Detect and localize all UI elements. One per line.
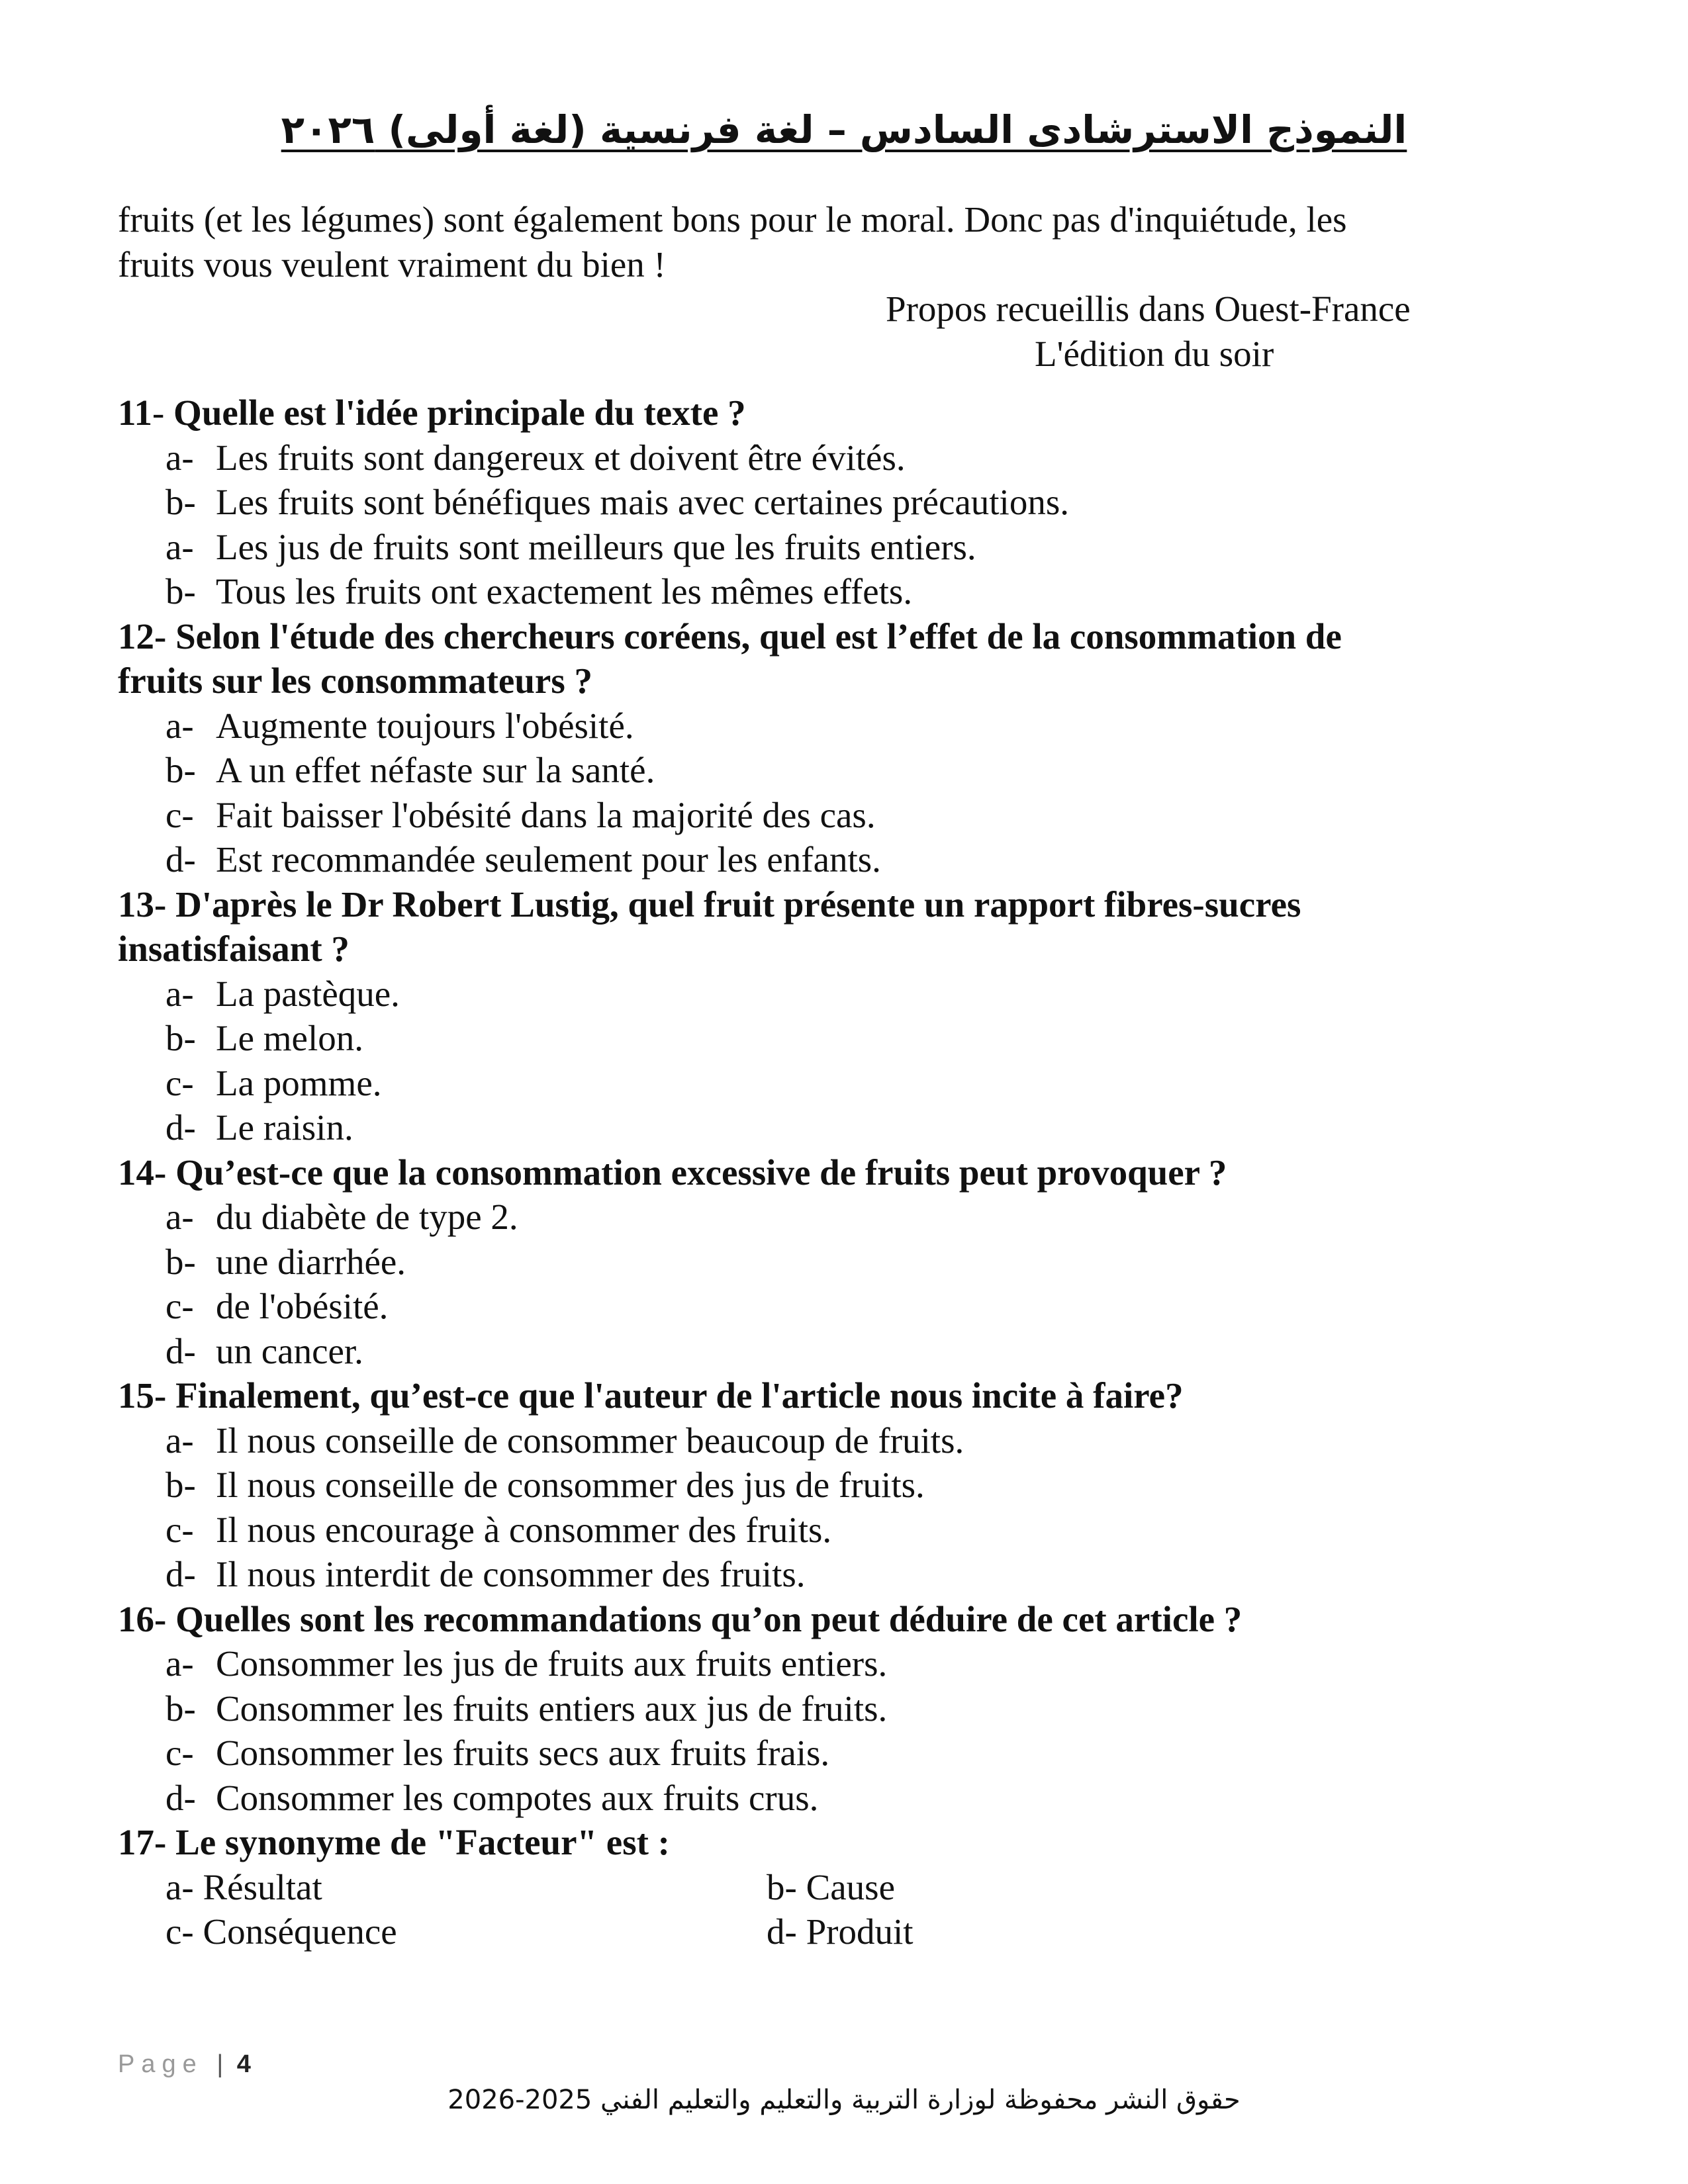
option-letter: c- [165,1733,194,1773]
option-letter: c- [165,1286,194,1326]
answer-option [165,1776,1601,1821]
option-letter: a- [165,1643,194,1684]
answer-option [165,972,1601,1017]
answer-option [165,525,1601,570]
option-text: A un effet néfaste sur la santé. [216,750,655,790]
option-text: Tous les fruits ont exactement les mêmes effets. [216,571,913,612]
answer-option: c- Conséquence [165,1911,397,1952]
answer-option [165,569,1601,614]
option-text: Le melon. [216,1018,363,1058]
question-16 [118,1597,1601,1821]
answer-option [165,435,1601,480]
question-15 [118,1373,1601,1597]
option-text: Fait baisser l'obésité dans la majorité des cas. [216,794,876,835]
question-text: 13- D'après le Dr Robert Lustig, quel fruit présente un rapport fibres-sucres [118,884,1301,925]
option-text: Il nous encourage à consommer des fruits. [216,1509,832,1550]
question-list [118,390,1601,1820]
option-letter: b- [165,482,196,522]
option-letter: a- [165,1420,194,1461]
answer-option [165,1284,1601,1329]
question-text: insatisfaisant ? [118,929,350,969]
answer-option [165,480,1601,525]
answer-option [165,1195,1601,1240]
option-letter: a- [165,705,194,746]
answer-option [165,1105,1601,1150]
question-text: 11- Quelle est l'idée principale du texte ? [118,392,746,433]
answer-option [165,1418,1601,1463]
answer-option: a- Résultat [165,1866,322,1907]
option-text: Il nous conseille de consommer des jus de fruits. [216,1465,925,1505]
answer-option: b- Cause [767,1866,895,1907]
option-letter: d- [165,839,196,880]
option-letter: d- [165,1777,196,1818]
passage-line: fruits vous veulent vraiment du bien ! [118,244,666,285]
answer-option [165,704,1601,749]
question-text: 17- Le synonyme de "Facteur" est : [118,1822,670,1862]
option-text: Il nous conseille de consommer beaucoup de fruits. [216,1420,964,1461]
answer-option [165,1463,1601,1508]
question-13 [118,882,1601,1150]
answer-option [165,1329,1601,1374]
option-letter: b- [165,1465,196,1505]
option-letter: a- [165,1197,194,1237]
option-text: une diarrhée. [216,1241,406,1282]
option-text: Consommer les fruits entiers aux jus de fruits. [216,1688,888,1729]
page-title: النموذج الاسترشادى السادس – لغة فرنسية (لغة أولى) ٢٠٢٦ [281,107,1407,152]
passage-line: fruits (et les légumes) sont également bons pour le moral. Donc pas d'inquiétude, les [118,199,1347,240]
answer-option [165,1641,1601,1686]
answer-option [165,1508,1601,1553]
answer-options-grid [165,1865,1601,1954]
answer-option [165,1240,1601,1285]
question-text: 14- Qu’est-ce que la consommation excessive de fruits peut provoquer ? [118,1152,1227,1193]
option-text: Consommer les compotes aux fruits crus. [216,1777,819,1818]
answer-option [165,1686,1601,1731]
answer-option [165,1731,1601,1776]
option-letter: b- [165,1241,196,1282]
source-edition: L'édition du soir [1035,333,1274,374]
option-text: Les fruits sont bénéfiques mais avec certaines précautions. [216,482,1069,522]
option-text: de l'obésité. [216,1286,389,1326]
option-letter: c- [165,1509,194,1550]
option-letter: c- [165,1062,194,1103]
page-number: Page | 4 [118,2050,251,2078]
exam-content [118,197,1601,1954]
question-11 [118,390,1601,614]
option-letter: a- [165,526,194,567]
option-text: Les jus de fruits sont meilleurs que les fruits entiers. [216,526,976,567]
question-text: 16- Quelles sont les recommandations qu’on peut déduire de cet article ? [118,1598,1243,1639]
option-letter: d- [165,1330,196,1371]
answer-option [165,793,1601,838]
question-12 [118,614,1601,882]
option-text: Le raisin. [216,1107,353,1148]
question-text: fruits sur les consommateurs ? [118,660,592,701]
answer-option [165,1016,1601,1061]
answer-option: d- Produit [767,1911,914,1952]
option-text: Il nous interdit de consommer des fruits. [216,1554,806,1594]
option-text: Est recommandée seulement pour les enfants. [216,839,881,880]
option-letter: c- [165,794,194,835]
answer-option [165,748,1601,793]
option-text: du diabète de type 2. [216,1197,518,1237]
question-text: 15- Finalement, qu’est-ce que l'auteur de l'article nous incite à faire? [118,1375,1184,1416]
option-letter: d- [165,1107,196,1148]
option-text: un cancer. [216,1330,363,1371]
option-letter: a- [165,437,194,478]
option-letter: b- [165,1688,196,1729]
option-letter: b- [165,1018,196,1058]
source-citation: Propos recueillis dans Ouest-France [886,289,1411,329]
option-text: Augmente toujours l'obésité. [216,705,634,746]
option-text: Les fruits sont dangereux et doivent être évités. [216,437,906,478]
answer-option [165,1552,1601,1597]
option-text: Consommer les fruits secs aux fruits frais. [216,1733,830,1773]
question-text: 12- Selon l'étude des chercheurs coréens, quel est l’effet de la consommation de [118,615,1342,657]
option-letter: b- [165,750,196,790]
option-letter: b- [165,571,196,612]
option-letter: a- [165,973,194,1014]
copyright-notice: حقوق النشر محفوظة لوزارة التربية والتعليم والتعليم الفني 2025-2026 [447,2085,1241,2115]
question-17 [118,1820,1601,1954]
option-letter: d- [165,1554,196,1594]
answer-option [165,1061,1601,1106]
option-text: La pomme. [216,1062,382,1103]
answer-option [165,837,1601,882]
option-text: Consommer les jus de fruits aux fruits entiers. [216,1643,888,1684]
option-text: La pastèque. [216,973,400,1014]
question-14 [118,1150,1601,1374]
